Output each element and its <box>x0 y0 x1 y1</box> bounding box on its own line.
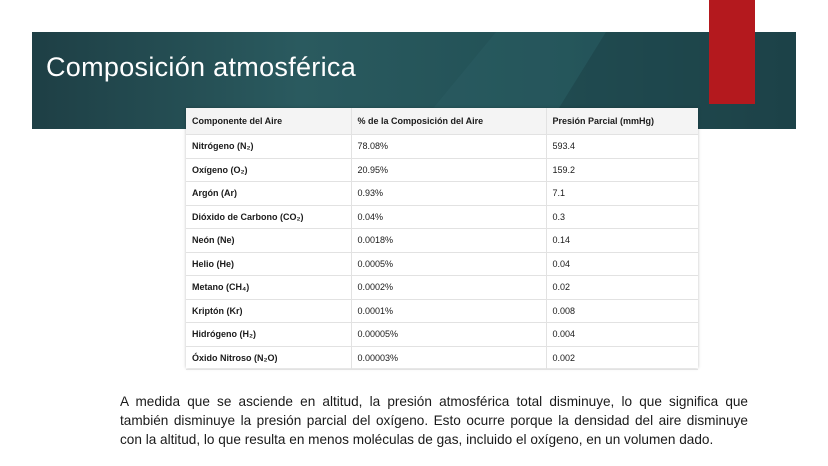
pressure-cell: 0.004 <box>546 323 698 347</box>
column-header-partial-pressure: Presión Parcial (mmHg) <box>546 108 698 135</box>
pressure-cell: 0.3 <box>546 205 698 229</box>
table-row <box>186 346 698 370</box>
component-cell: Kriptón (Kr) <box>186 299 351 323</box>
explanation-paragraph: A medida que se asciende en altitud, la presión atmosférica total disminuye, lo que significa que también disminuye la presión parcial del oxígeno. Esto ocurre porque la densidad del aire disminuye con la altitud, lo que resulta en menos moléculas de gas, incluido el oxígeno, en un volumen dado. <box>120 393 748 447</box>
component-cell: Metano (CH₄) <box>186 276 351 300</box>
component-cell: Oxígeno (O₂) <box>186 158 351 182</box>
pressure-cell: 0.02 <box>546 276 698 300</box>
table-header-row <box>186 108 698 135</box>
table-row <box>186 158 698 182</box>
pressure-cell: 0.04 <box>546 252 698 276</box>
percentage-cell: 0.0005% <box>351 252 546 276</box>
column-header-percentage: % de la Composición del Aire <box>351 108 546 135</box>
table-row <box>186 135 698 159</box>
percentage-cell: 20.95% <box>351 158 546 182</box>
table-row <box>186 205 698 229</box>
table-row <box>186 252 698 276</box>
percentage-cell: 0.93% <box>351 182 546 206</box>
pressure-cell: 0.008 <box>546 299 698 323</box>
composition-table-container <box>186 108 698 368</box>
table-row <box>186 276 698 300</box>
accent-tab <box>709 0 755 104</box>
percentage-cell: 0.04% <box>351 205 546 229</box>
percentage-cell: 0.0018% <box>351 229 546 253</box>
component-cell: Neón (Ne) <box>186 229 351 253</box>
pressure-cell: 0.14 <box>546 229 698 253</box>
component-cell: Nitrógeno (N₂) <box>186 135 351 159</box>
pressure-cell: 0.002 <box>546 346 698 370</box>
percentage-cell: 0.0002% <box>351 276 546 300</box>
component-cell: Hidrógeno (H₂) <box>186 323 351 347</box>
percentage-cell: 0.0001% <box>351 299 546 323</box>
column-header-component: Componente del Aire <box>186 108 351 135</box>
component-cell: Helio (He) <box>186 252 351 276</box>
percentage-cell: 0.00003% <box>351 346 546 370</box>
component-cell: Argón (Ar) <box>186 182 351 206</box>
pressure-cell: 593.4 <box>546 135 698 159</box>
component-cell: Dióxido de Carbono (CO₂) <box>186 205 351 229</box>
composition-table <box>186 108 698 370</box>
table-row <box>186 229 698 253</box>
percentage-cell: 0.00005% <box>351 323 546 347</box>
component-cell: Óxido Nitroso (N₂O) <box>186 346 351 370</box>
pressure-cell: 7.1 <box>546 182 698 206</box>
pressure-cell: 159.2 <box>546 158 698 182</box>
table-row <box>186 323 698 347</box>
percentage-cell: 78.08% <box>351 135 546 159</box>
table-row <box>186 182 698 206</box>
page-title: Composición atmosférica <box>46 52 357 82</box>
table-row <box>186 299 698 323</box>
